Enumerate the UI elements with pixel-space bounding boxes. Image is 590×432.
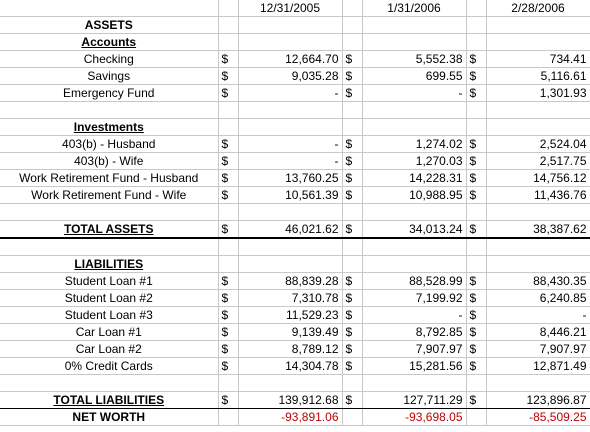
currency-cell[interactable]: $	[342, 136, 362, 153]
row-data	[0, 358, 590, 375]
row-data	[0, 324, 590, 341]
row-label[interactable]: 403(b) - Husband	[0, 136, 218, 153]
amount-cell[interactable]	[238, 102, 342, 119]
total-label[interactable]: TOTAL ASSETS	[0, 221, 218, 239]
currency-cell[interactable]	[466, 204, 486, 221]
amount-cell[interactable]	[238, 238, 342, 256]
amount-cell[interactable]	[486, 238, 590, 256]
row-data	[0, 68, 590, 85]
amount-cell[interactable]: 11,529.23	[238, 307, 342, 324]
row-label[interactable]: Student Loan #3	[0, 307, 218, 324]
currency-cell[interactable]: $	[342, 153, 362, 170]
row-blank	[0, 204, 590, 221]
subsection-heading[interactable]: Accounts	[0, 34, 218, 51]
amount-cell[interactable]: 12,871.49	[486, 358, 590, 375]
amount-cell[interactable]	[362, 204, 466, 221]
amount-cell[interactable]: 1,301.93	[486, 85, 590, 102]
subsection-heading[interactable]: LIABILITIES	[0, 256, 218, 273]
amount-cell[interactable]	[362, 375, 466, 392]
currency-cell[interactable]: $	[466, 392, 486, 409]
currency-cell[interactable]: $	[218, 341, 238, 358]
currency-cell[interactable]: $	[466, 341, 486, 358]
currency-cell[interactable]: $	[466, 358, 486, 375]
amount-cell[interactable]: -	[238, 153, 342, 170]
amount-cell[interactable]: 13,760.25	[238, 170, 342, 187]
currency-cell[interactable]	[342, 102, 362, 119]
currency-cell[interactable]: $	[342, 307, 362, 324]
currency-cell[interactable]	[218, 102, 238, 119]
amount-cell[interactable]	[486, 256, 590, 273]
currency-cell[interactable]	[466, 102, 486, 119]
row-label[interactable]: Emergency Fund	[0, 85, 218, 102]
currency-cell[interactable]	[466, 17, 486, 34]
amount-cell[interactable]	[486, 17, 590, 34]
total-value[interactable]: 46,021.62	[238, 221, 342, 239]
row-label[interactable]: Student Loan #1	[0, 273, 218, 290]
amount-cell[interactable]: -	[486, 307, 590, 324]
total-value[interactable]: 123,896.87	[486, 392, 590, 409]
row-sub	[0, 34, 590, 51]
currency-cell[interactable]	[342, 256, 362, 273]
currency-cell[interactable]	[466, 256, 486, 273]
section-heading[interactable]: ASSETS	[0, 17, 218, 34]
amount-cell[interactable]: 8,792.85	[362, 324, 466, 341]
row-label[interactable]: 0% Credit Cards	[0, 358, 218, 375]
amount-cell[interactable]: 2,524.04	[486, 136, 590, 153]
amount-cell[interactable]: 14,304.78	[238, 358, 342, 375]
currency-cell[interactable]	[218, 409, 238, 426]
amount-cell[interactable]: -	[362, 307, 466, 324]
currency-cell[interactable]	[218, 238, 238, 256]
amount-cell[interactable]: 14,756.12	[486, 170, 590, 187]
row-data	[0, 341, 590, 358]
amount-cell[interactable]: 14,228.31	[362, 170, 466, 187]
row-data	[0, 290, 590, 307]
currency-cell[interactable]: $	[466, 170, 486, 187]
amount-cell[interactable]: 88,430.35	[486, 273, 590, 290]
header-spacer-cell[interactable]	[218, 0, 238, 17]
amount-cell[interactable]: 7,310.78	[238, 290, 342, 307]
row-data	[0, 273, 590, 290]
currency-cell[interactable]: $	[466, 273, 486, 290]
currency-cell[interactable]: $	[218, 290, 238, 307]
amount-cell[interactable]: 10,988.95	[362, 187, 466, 204]
amount-cell[interactable]	[362, 238, 466, 256]
row-data	[0, 187, 590, 204]
amount-cell[interactable]	[238, 256, 342, 273]
header-label-cell[interactable]	[0, 0, 218, 17]
currency-cell[interactable]: $	[466, 68, 486, 85]
currency-cell[interactable]	[218, 17, 238, 34]
amount-cell[interactable]: -	[238, 85, 342, 102]
amount-cell[interactable]	[362, 34, 466, 51]
amount-cell[interactable]: 88,839.28	[238, 273, 342, 290]
currency-cell[interactable]: $	[218, 324, 238, 341]
currency-cell[interactable]: $	[466, 307, 486, 324]
row-label[interactable]: Checking	[0, 51, 218, 68]
currency-cell[interactable]	[342, 238, 362, 256]
row-blank	[0, 375, 590, 392]
currency-cell[interactable]	[466, 34, 486, 51]
amount-cell[interactable]: 5,116.61	[486, 68, 590, 85]
amount-cell[interactable]	[238, 34, 342, 51]
amount-cell[interactable]	[486, 375, 590, 392]
row-label[interactable]: Student Loan #2	[0, 290, 218, 307]
amount-cell[interactable]: 88,528.99	[362, 273, 466, 290]
currency-cell[interactable]: $	[342, 392, 362, 409]
row-section	[0, 17, 590, 34]
amount-cell[interactable]: 7,907.97	[362, 341, 466, 358]
amount-cell[interactable]	[362, 102, 466, 119]
currency-cell[interactable]	[218, 34, 238, 51]
amount-cell[interactable]: 8,789.12	[238, 341, 342, 358]
row-sub	[0, 119, 590, 136]
currency-cell[interactable]: $	[218, 170, 238, 187]
currency-cell[interactable]: $	[342, 290, 362, 307]
net-worth-label[interactable]: NET WORTH	[0, 409, 218, 426]
row-label[interactable]: Car Loan #2	[0, 341, 218, 358]
amount-cell[interactable]: 1,274.02	[362, 136, 466, 153]
amount-cell[interactable]: 7,199.92	[362, 290, 466, 307]
amount-cell[interactable]	[486, 34, 590, 51]
row-label[interactable]: Work Retirement Fund - Wife	[0, 187, 218, 204]
currency-cell[interactable]	[218, 375, 238, 392]
currency-cell[interactable]	[342, 34, 362, 51]
currency-cell[interactable]: $	[218, 358, 238, 375]
amount-cell[interactable]	[486, 204, 590, 221]
amount-cell[interactable]: 9,139.49	[238, 324, 342, 341]
row-label[interactable]	[0, 102, 218, 119]
currency-cell[interactable]: $	[466, 85, 486, 102]
amount-cell[interactable]: 5,552.38	[362, 51, 466, 68]
currency-cell[interactable]: $	[218, 153, 238, 170]
currency-cell[interactable]: $	[342, 273, 362, 290]
currency-cell[interactable]	[466, 375, 486, 392]
amount-cell[interactable]: 6,240.85	[486, 290, 590, 307]
row-blank	[0, 238, 590, 256]
currency-cell[interactable]	[342, 17, 362, 34]
row-label[interactable]: Work Retirement Fund - Husband	[0, 170, 218, 187]
currency-cell[interactable]	[342, 119, 362, 136]
net-worth-value[interactable]: -85,509.25	[486, 409, 590, 426]
currency-cell[interactable]	[466, 119, 486, 136]
currency-cell[interactable]: $	[218, 136, 238, 153]
row-label[interactable]: Car Loan #1	[0, 324, 218, 341]
total-value[interactable]: 127,711.29	[362, 392, 466, 409]
currency-cell[interactable]: $	[218, 85, 238, 102]
amount-cell[interactable]	[362, 256, 466, 273]
row-data	[0, 51, 590, 68]
currency-cell[interactable]	[466, 409, 486, 426]
amount-cell[interactable]: 10,561.39	[238, 187, 342, 204]
currency-cell[interactable]: $	[218, 68, 238, 85]
row-data	[0, 136, 590, 153]
currency-cell[interactable]	[218, 119, 238, 136]
row-label[interactable]	[0, 204, 218, 221]
currency-cell[interactable]: $	[466, 290, 486, 307]
currency-cell[interactable]: $	[342, 324, 362, 341]
header-row	[0, 0, 590, 17]
net-worth-value[interactable]: -93,698.05	[362, 409, 466, 426]
row-label[interactable]	[0, 375, 218, 392]
row-label[interactable]	[0, 238, 218, 256]
column-header-date[interactable]: 12/31/2005	[238, 0, 342, 17]
currency-cell[interactable]: $	[342, 170, 362, 187]
row-label[interactable]: 403(b) - Wife	[0, 153, 218, 170]
column-header-date[interactable]: 1/31/2006	[362, 0, 466, 17]
amount-cell[interactable]: 1,270.03	[362, 153, 466, 170]
row-data	[0, 307, 590, 324]
row-sub	[0, 256, 590, 273]
row-networth	[0, 409, 590, 426]
amount-cell[interactable]	[486, 102, 590, 119]
currency-cell[interactable]	[342, 375, 362, 392]
header-spacer-cell[interactable]	[342, 0, 362, 17]
currency-cell[interactable]: $	[342, 221, 362, 239]
net-worth-value[interactable]: -93,891.06	[238, 409, 342, 426]
currency-cell[interactable]: $	[218, 307, 238, 324]
amount-cell[interactable]: 734.41	[486, 51, 590, 68]
row-label[interactable]: Savings	[0, 68, 218, 85]
currency-cell[interactable]: $	[218, 392, 238, 409]
row-data	[0, 153, 590, 170]
amount-cell[interactable]	[362, 119, 466, 136]
amount-cell[interactable]: 9,035.28	[238, 68, 342, 85]
currency-cell[interactable]: $	[342, 187, 362, 204]
currency-cell[interactable]: $	[342, 51, 362, 68]
currency-cell[interactable]	[342, 409, 362, 426]
currency-cell[interactable]: $	[466, 136, 486, 153]
amount-cell[interactable]: 11,436.76	[486, 187, 590, 204]
currency-cell[interactable]	[218, 204, 238, 221]
currency-cell[interactable]: $	[342, 358, 362, 375]
currency-cell[interactable]: $	[218, 51, 238, 68]
currency-cell[interactable]: $	[342, 85, 362, 102]
currency-cell[interactable]: $	[466, 187, 486, 204]
amount-cell[interactable]: 699.55	[362, 68, 466, 85]
row-total	[0, 392, 590, 409]
currency-cell[interactable]	[342, 204, 362, 221]
amount-cell[interactable]: -	[362, 85, 466, 102]
currency-cell[interactable]: $	[466, 51, 486, 68]
amount-cell[interactable]	[238, 375, 342, 392]
row-data	[0, 170, 590, 187]
currency-cell[interactable]: $	[218, 273, 238, 290]
currency-cell[interactable]	[218, 256, 238, 273]
amount-cell[interactable]: 8,446.21	[486, 324, 590, 341]
total-value[interactable]: 38,387.62	[486, 221, 590, 239]
currency-cell[interactable]: $	[218, 221, 238, 239]
total-value[interactable]: 139,912.68	[238, 392, 342, 409]
amount-cell[interactable]	[238, 17, 342, 34]
amount-cell[interactable]: 12,664.70	[238, 51, 342, 68]
amount-cell[interactable]	[362, 17, 466, 34]
amount-cell[interactable]	[486, 119, 590, 136]
currency-cell[interactable]: $	[218, 187, 238, 204]
currency-cell[interactable]	[466, 238, 486, 256]
total-value[interactable]: 34,013.24	[362, 221, 466, 239]
row-data	[0, 85, 590, 102]
currency-cell[interactable]: $	[466, 153, 486, 170]
currency-cell[interactable]: $	[466, 221, 486, 239]
currency-cell[interactable]: $	[342, 341, 362, 358]
amount-cell[interactable]: 7,907.97	[486, 341, 590, 358]
currency-cell[interactable]: $	[466, 324, 486, 341]
subsection-heading[interactable]: Investments	[0, 119, 218, 136]
row-blank	[0, 102, 590, 119]
amount-cell[interactable]: 2,517.75	[486, 153, 590, 170]
header-spacer-cell[interactable]	[466, 0, 486, 17]
amount-cell[interactable]: -	[238, 136, 342, 153]
amount-cell[interactable]	[238, 204, 342, 221]
amount-cell[interactable]	[238, 119, 342, 136]
total-label[interactable]: TOTAL LIABILITIES	[0, 392, 218, 409]
amount-cell[interactable]: 15,281.56	[362, 358, 466, 375]
currency-cell[interactable]: $	[342, 68, 362, 85]
row-total	[0, 221, 590, 239]
column-header-date[interactable]: 2/28/2006	[486, 0, 590, 17]
